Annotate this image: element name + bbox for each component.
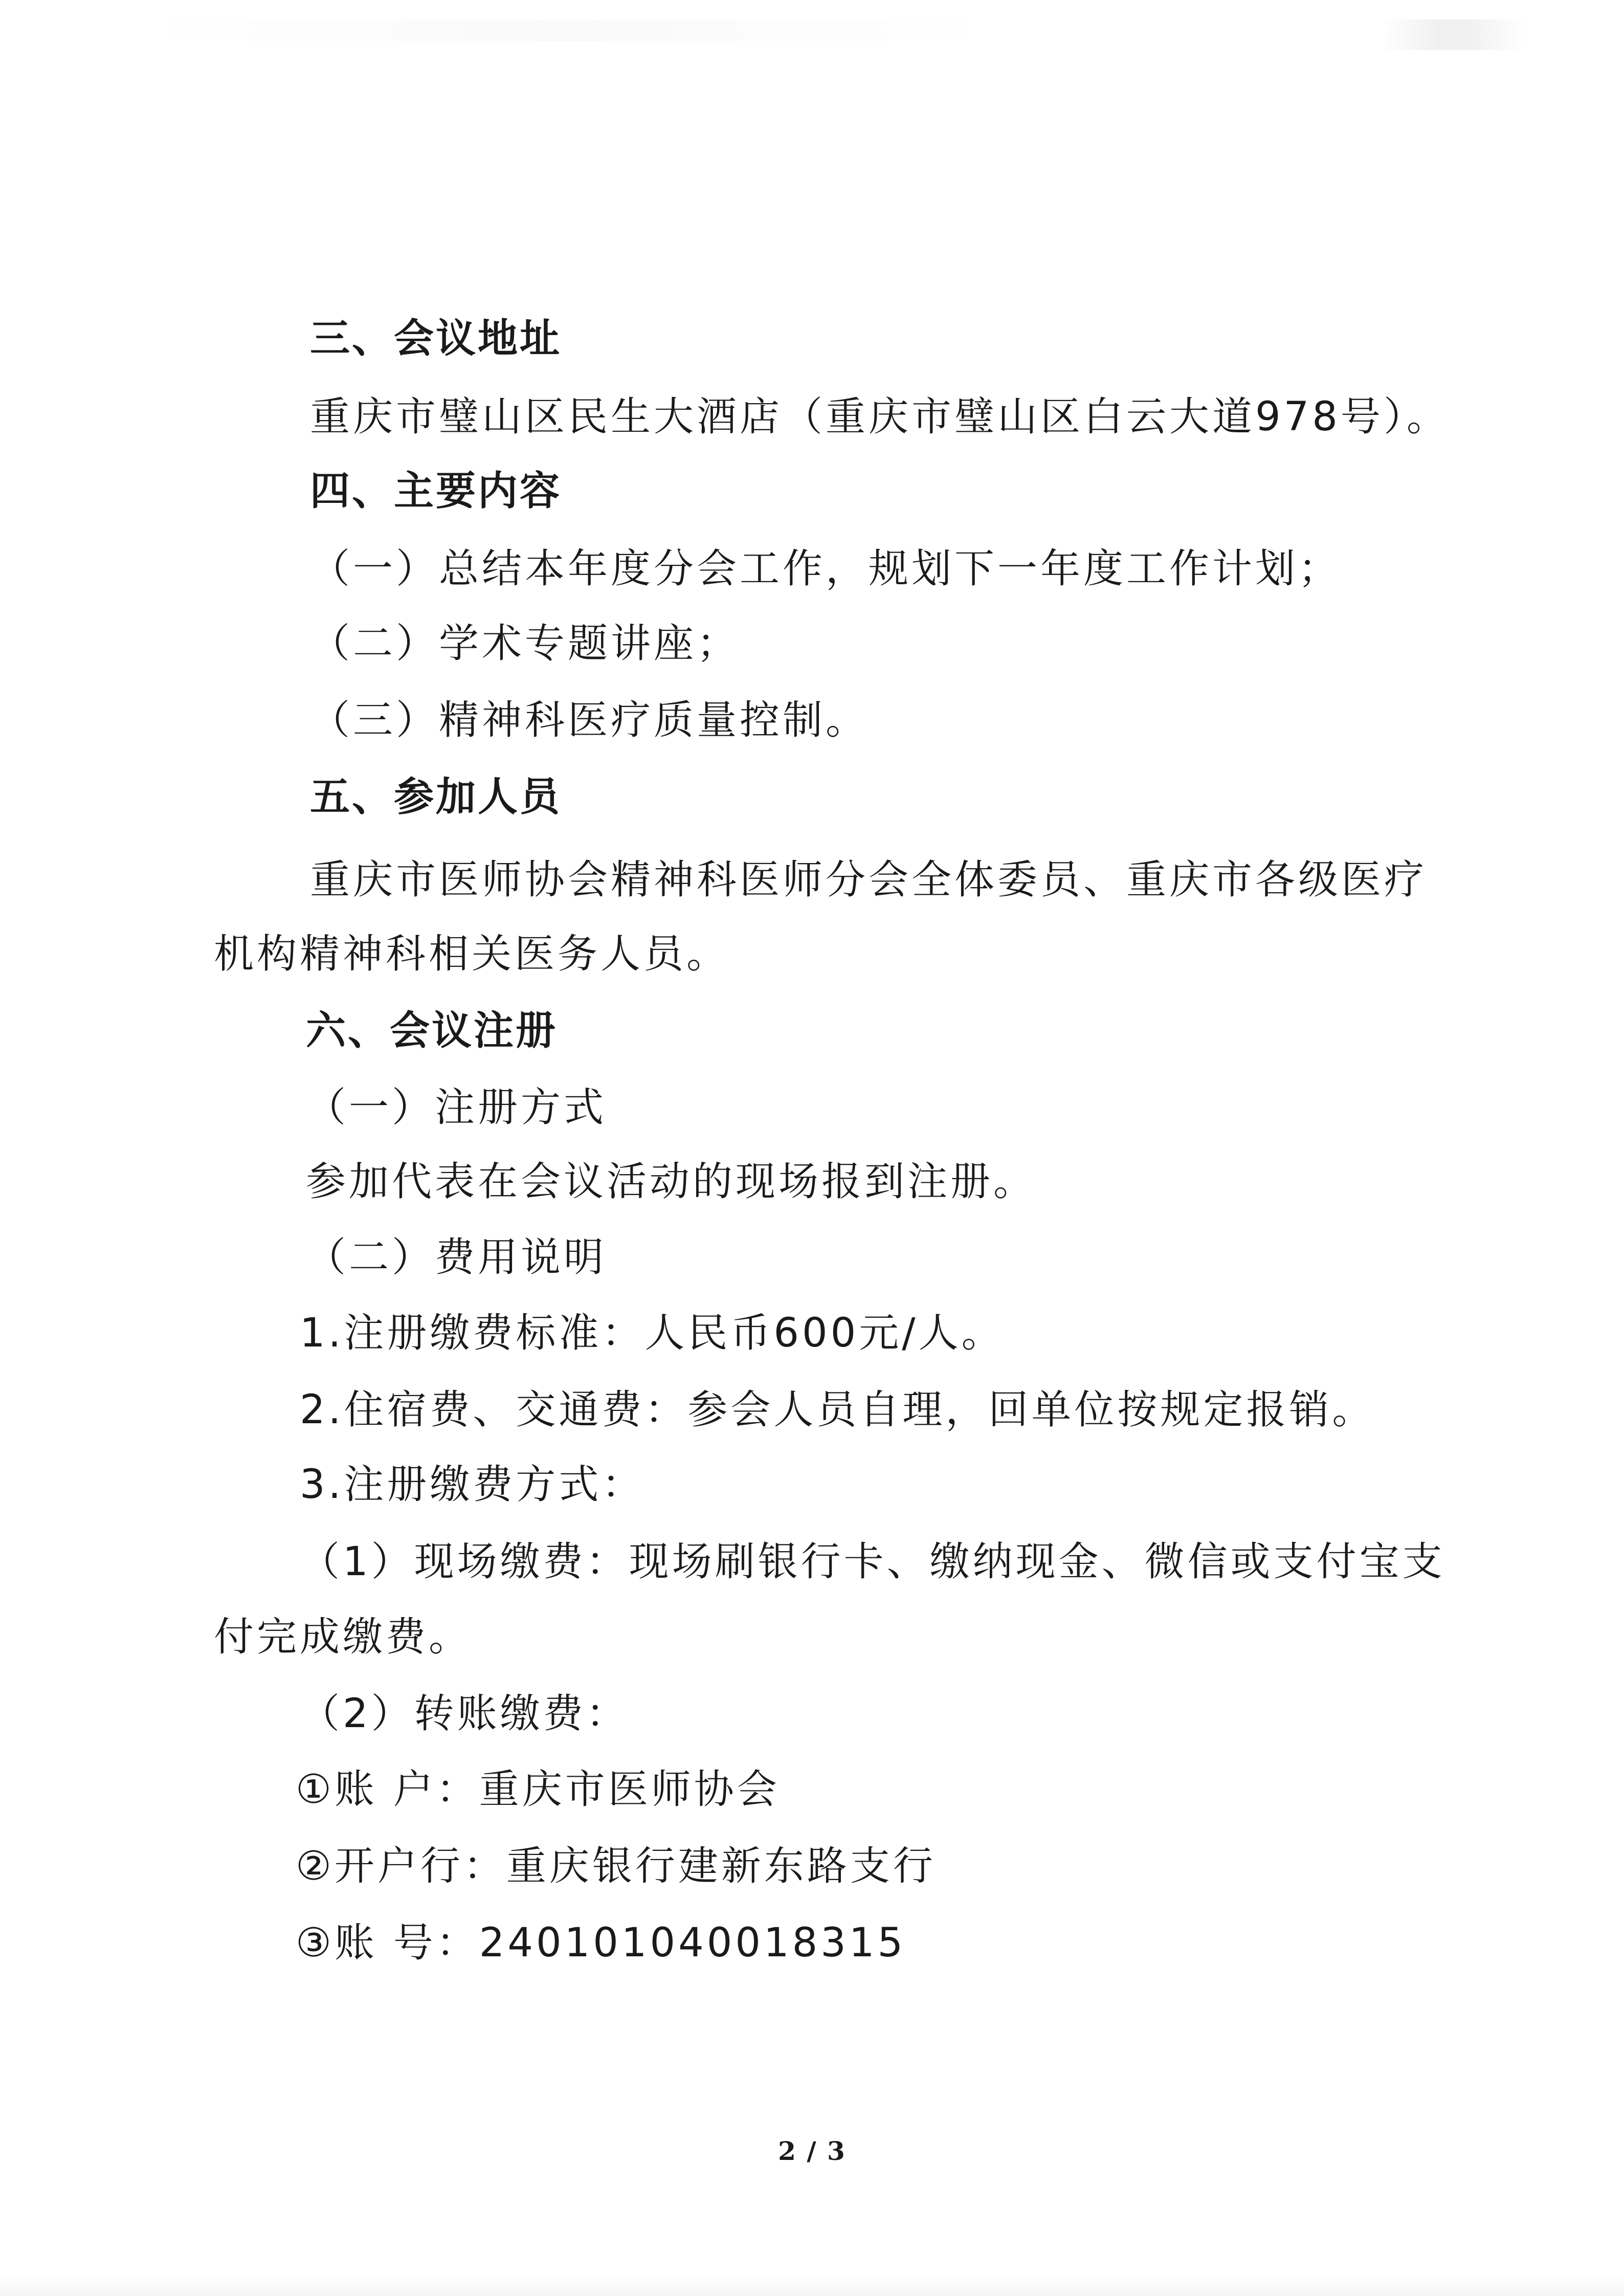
section-heading-registration: 六、会议注册	[306, 1008, 558, 1054]
attendees-text-line-2: 机构精神科相关医务人员。	[214, 931, 730, 977]
account-bank: ②开户行：重庆银行建新东路支行	[296, 1843, 936, 1889]
content-item-3: （三）精神科医疗质量控制。	[310, 697, 869, 743]
registration-method-heading: （一）注册方式	[306, 1085, 607, 1131]
scan-shadow-corner	[1381, 19, 1524, 50]
content-item-1: （一）总结本年度分会工作，规划下一年度工作计划；	[310, 546, 1342, 592]
fee-item-1: 1.注册缴费标准：人民币600元/人。	[300, 1310, 1005, 1356]
section-heading-attendees: 五、参加人员	[310, 774, 562, 820]
fee-onsite-line-2: 付完成缴费。	[214, 1614, 472, 1660]
section-heading-address: 三、会议地址	[310, 316, 562, 362]
page-number: 2 / 3	[778, 2136, 846, 2166]
attendees-text-line-1: 重庆市医师协会精神科医师分会全体委员、重庆市各级医疗	[310, 857, 1428, 903]
section-heading-content: 四、主要内容	[310, 468, 562, 514]
content-item-2: （二）学术专题讲座；	[310, 621, 740, 667]
scan-shadow-bottom	[0, 2276, 1624, 2296]
fee-transfer-heading: （2）转账缴费：	[300, 1691, 629, 1737]
fee-item-2: 2.住宿费、交通费：参会人员自理，回单位按规定报销。	[300, 1387, 1375, 1433]
account-name: ①账 户：重庆市医师协会	[296, 1767, 780, 1813]
fee-item-3: 3.注册缴费方式：	[300, 1462, 645, 1508]
account-number: ③账 号：240101040018315	[296, 1920, 906, 1966]
registration-method-text: 参加代表在会议活动的现场报到注册。	[306, 1159, 1037, 1205]
address-text: 重庆市璧山区民生大酒店（重庆市璧山区白云大道978号）。	[310, 394, 1450, 440]
fee-heading: （二）费用说明	[306, 1234, 607, 1281]
scan-shadow-top	[133, 20, 1003, 41]
fee-onsite-line-1: （1）现场缴费：现场刷银行卡、缴纳现金、微信或支付宝支	[300, 1539, 1445, 1585]
